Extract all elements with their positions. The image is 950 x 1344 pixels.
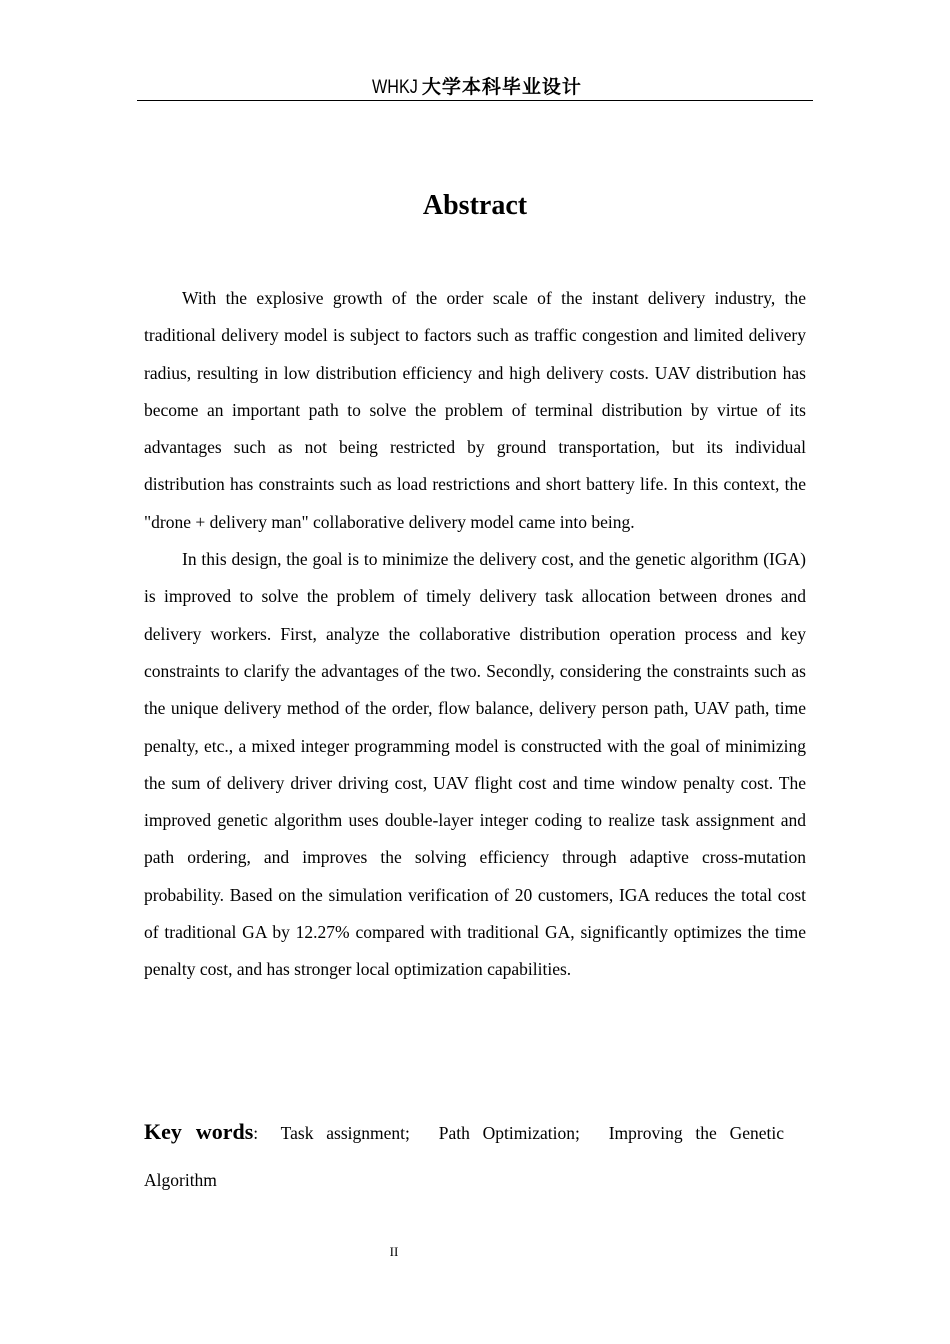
keyword-item: Improving the Genetic Algorithm — [144, 1123, 785, 1190]
running-header — [137, 74, 813, 101]
header-latin-text: WHKJ — [372, 77, 418, 98]
keywords-separator: : — [253, 1123, 259, 1143]
abstract-paragraph-2: In this design, the goal is to minimize the delivery cost, and the genetic algorithm (IGA) is improved to solve the problem of timely delivery task allocation between drones and delivery workers. First, analyze the collaborative distribution operation process and key constraints to clarify the advantages of the two. Secondly, considering the constraints such as the unique delivery method of the order, flow balance, delivery person path, UAV path, time penalty, etc., a mixed integer programming model is constructed with the goal of minimizing the sum of delivery driver driving cost, UAV flight cost and time window penalty cost. The improved genetic algorithm uses double-layer integer coding to realize task assignment and path ordering, and improves the solving efficiency through adaptive cross-mutation probability. Based on the simulation verification of 20 customers, IGA reduces the total cost of traditional GA by 12.27% compared with traditional GA, significantly optimizes the time penalty cost, and has stronger local optimization capabilities. — [144, 549, 806, 980]
abstract-paragraph-1: With the explosive growth of the order scale of the instant delivery industry, the traditional delivery model is subject to factors such as traffic congestion and limited delivery radius, resulting in low distribution efficiency and high delivery costs. UAV distribution has become an important path to solve the problem of terminal distribution by virtue of its advantages such as not being restricted by ground transportation, but its individual distribution has constraints such as load restrictions and short battery life. In this context, the "drone + delivery man" collaborative delivery model came into being. — [144, 288, 806, 532]
page-number: II — [389, 1244, 399, 1259]
keywords-line — [144, 1108, 784, 1204]
header-cjk-text: 大学本科毕业设计 — [421, 76, 582, 98]
keyword-item: Task assignment; — [280, 1123, 410, 1143]
keywords-label: Key words — [144, 1119, 254, 1144]
abstract-title: Abstract — [422, 190, 528, 221]
keyword-item: Path Optimization; — [438, 1123, 580, 1143]
abstract-body — [144, 280, 806, 989]
